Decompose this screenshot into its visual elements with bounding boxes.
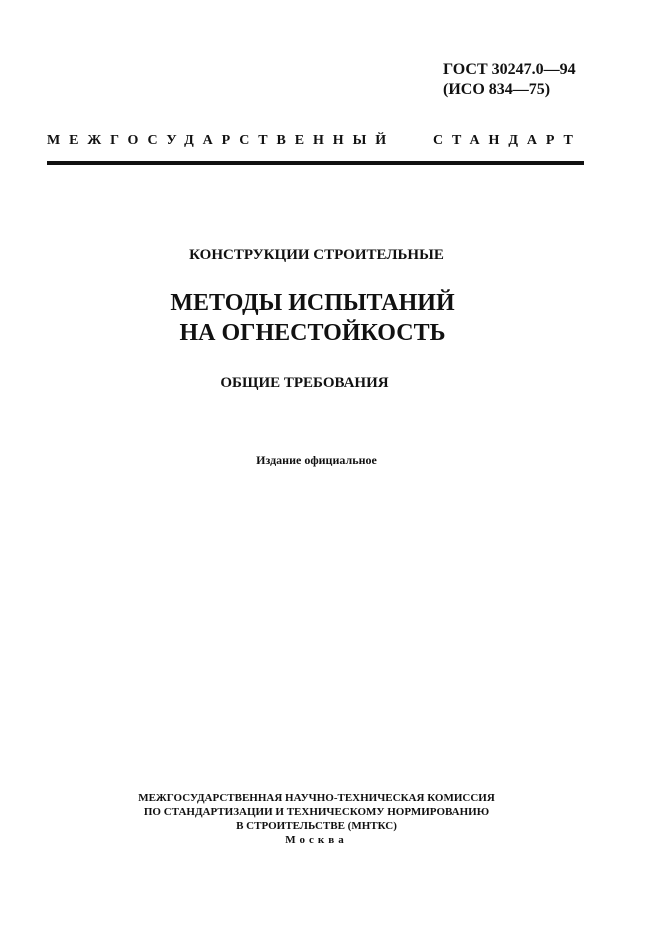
standard-number: ГОСТ 30247.0—94: [443, 61, 576, 78]
document-subtitle: ОБЩИЕ ТРЕБОВАНИЯ: [220, 375, 389, 391]
banner-word-standard: СТАНДАРТ: [433, 133, 582, 148]
standard-designation: [443, 60, 576, 100]
iso-equivalent: (ИСО 834—75): [443, 81, 551, 98]
banner-word-interstate: МЕЖГОСУДАРСТВЕННЫЙ: [47, 133, 396, 148]
publisher-line-2: ПО СТАНДАРТИЗАЦИИ И ТЕХНИЧЕСКОМУ НОРМИРОВАНИЮ: [143, 806, 490, 818]
publisher-block: [0, 791, 647, 847]
title-line-2: НА ОГНЕСТОЙКОСТЬ: [179, 320, 446, 346]
publisher-line-1: МЕЖГОСУДАРСТВЕННАЯ НАУЧНО-ТЕХНИЧЕСКАЯ КОМИССИЯ: [138, 792, 495, 804]
document-title: [0, 288, 643, 348]
header-divider: [47, 161, 584, 165]
title-line-1: МЕТОДЫ ИСПЫТАНИЙ: [170, 290, 455, 316]
edition-note: Издание официальное: [256, 453, 377, 467]
publisher-line-3: В СТРОИТЕЛЬСТВЕ (МНТКС): [236, 820, 397, 832]
publisher-city: Москва: [285, 834, 348, 846]
document-supertitle: КОНСТРУКЦИИ СТРОИТЕЛЬНЫЕ: [189, 247, 444, 263]
